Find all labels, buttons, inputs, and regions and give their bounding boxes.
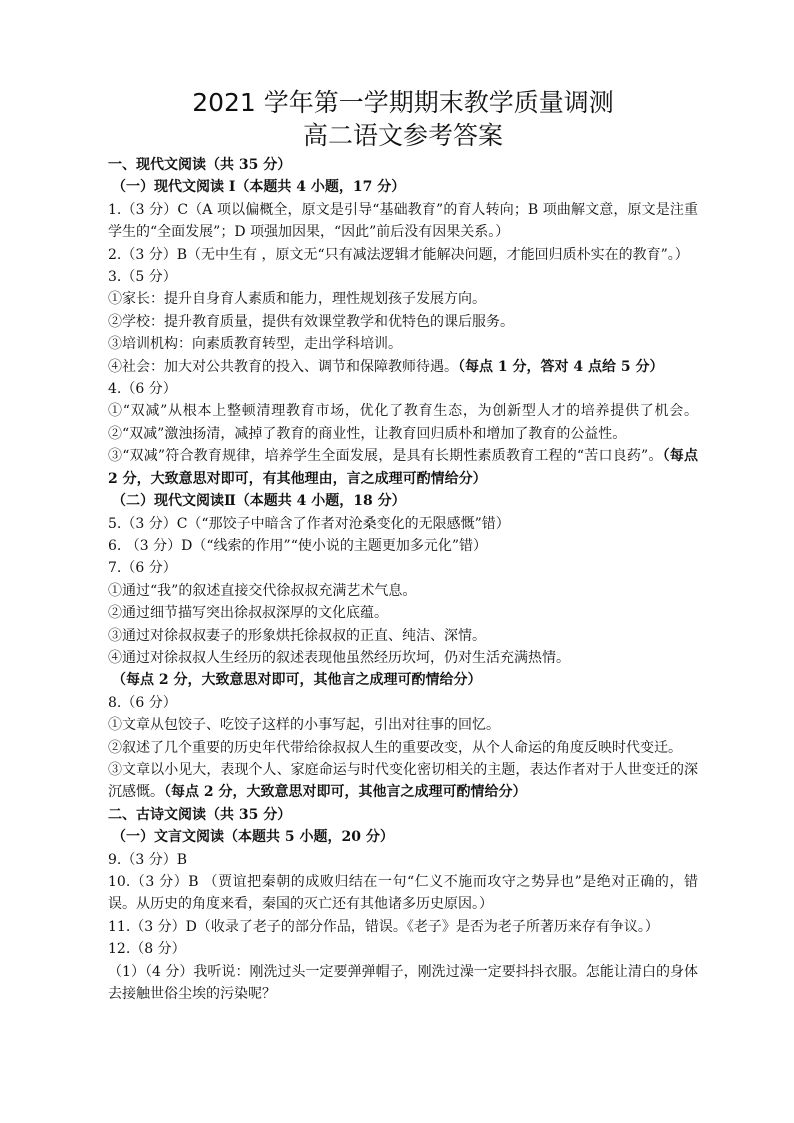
answer-item: 9.（3 分）B [108,851,188,868]
answer-item: 2.（3 分）B（无中生有 ，原文无“只有减法逻辑才能解决问题，才能回归质朴实在的教育”。） [108,246,689,263]
answer-item: 12.（8 分） [108,941,186,958]
answer-point: ①家长：提升自身育人素质和能力，理性规划孩子发展方向。 [108,291,486,308]
answer-item: 8.（6 分） [108,694,177,711]
answer-item: 7.（6 分） [108,560,177,577]
scoring-note: （每点 1 分，答对 4 点给 5 分） [458,358,664,375]
answer-item: 1.（3 分）C（A 项以偏概全，原文是引导“基础教育”的育人转向；B 项曲解文意，原文是注重学生的“全面发展”；D 项强加因果，“因此”前后没有因果关系。） [108,201,698,241]
answer-item: 4.（6 分） [108,381,177,398]
scoring-note: （每点 2 分，大致意思对即可，其他言之成理可酌情给分） [112,672,482,689]
answer-point: ②通过细节描写突出徐叔叔深厚的文化底蕴。 [108,605,388,622]
answer-point: ④通过对徐叔叔人生经历的叙述表现他虽然经历坎坷，仍对生活充满热情。 [108,649,570,666]
answer-item: 5.（3 分）C（“那饺子中暗含了作者对沧桑变化的无限感慨”错） [108,515,510,532]
answer-point: ②学校：提升教育质量，提供有效课堂教学和优特色的课后服务。 [108,313,514,330]
answer-point [108,759,698,804]
answer-point: （1）（4 分）我听说：刚洗过头一定要弹弹帽子，刚洗过澡一定要抖抖衣服。怎能让清白的身体去接触世俗尘埃的污染呢？ [108,963,698,1003]
answer-point: ③培训机构：向素质教育转型，走出学科培训。 [108,336,402,353]
answer-item: 11.（3 分）D（收录了老子的部分作品，错误。《老子》是否为老子所著历来存有争议。） [108,918,659,935]
scoring-note: （每点 2 分，大致意思对即可，有其他理由，言之成理可酌情给分） [108,448,698,487]
subsection-heading: （一）文言文阅读（本题共 5 小题，20 分） [112,829,394,846]
answer-item: 3.（5 分） [108,269,177,286]
document-subtitle: 高二语文参考答案 [302,121,503,150]
subsection-heading: （一）现代文阅读 I（本题共 4 小题，17 分） [112,179,406,196]
answer-point: ①通过“我”的叙述直接交代徐叔叔充满艺术气息。 [108,582,417,599]
answer-point: ②叙述了几个重要的历史年代带给徐叔叔人生的重要改变，从个人命运的角度反映时代变迁。 [108,739,682,756]
scoring-note: （每点 2 分，大致意思对即可，其他言之成理可酌情给分） [164,784,527,801]
answer-item: 10.（3 分）B （贾谊把秦朝的成败归结在一句“仁义不施而攻守之势异也”是绝对正确的，错误。从历史的角度来看，秦国的灭亡还有其他诸多历史原因。） [108,874,698,913]
answer-point: ①“双减”从根本上整顿清理教育市场，优化了教育生态，为创新型人才的培养提供了机会。②“双减”激浊扬清，减掉了教育的商业性，让教育回归质朴和增加了教育的公益性。 [108,403,698,442]
answer-item: 6. （3 分）D（“线索的作用”“使小说的主题更加多元化”错） [108,537,488,554]
answer-text: ③文章以小见大，表现个人、家庭命运与时代变化密切相关的主题，表达作者对于人世变迁的深沉感慨。 [108,761,698,801]
answer-point [108,356,698,378]
answer-text: ③“双减”符合教育规律，培养学生全面发展，是具有长期性素质教育工程的“苦口良药”。 [108,448,663,465]
answer-point: ③通过对徐叔叔妻子的形象烘托徐叔叔的正直、纯洁、深情。 [108,627,486,644]
subsection-heading: （二）现代文阅读Ⅱ（本题共 4 小题，18 分） [112,493,406,510]
answer-text: ④社会：加大对公共教育的投入、调节和保障教师待遇。 [108,358,458,375]
section-heading: 一、现代文阅读（共 35 分） [108,157,292,173]
answer-point: ①文章从包饺子、吃饺子这样的小事写起，引出对往事的回忆。 [108,717,500,734]
answer-point [108,445,698,490]
section-heading: 二、古诗文阅读（共 35 分） [108,806,292,823]
document-title: 2021 学年第一学期期末教学质量调测 [192,88,614,117]
